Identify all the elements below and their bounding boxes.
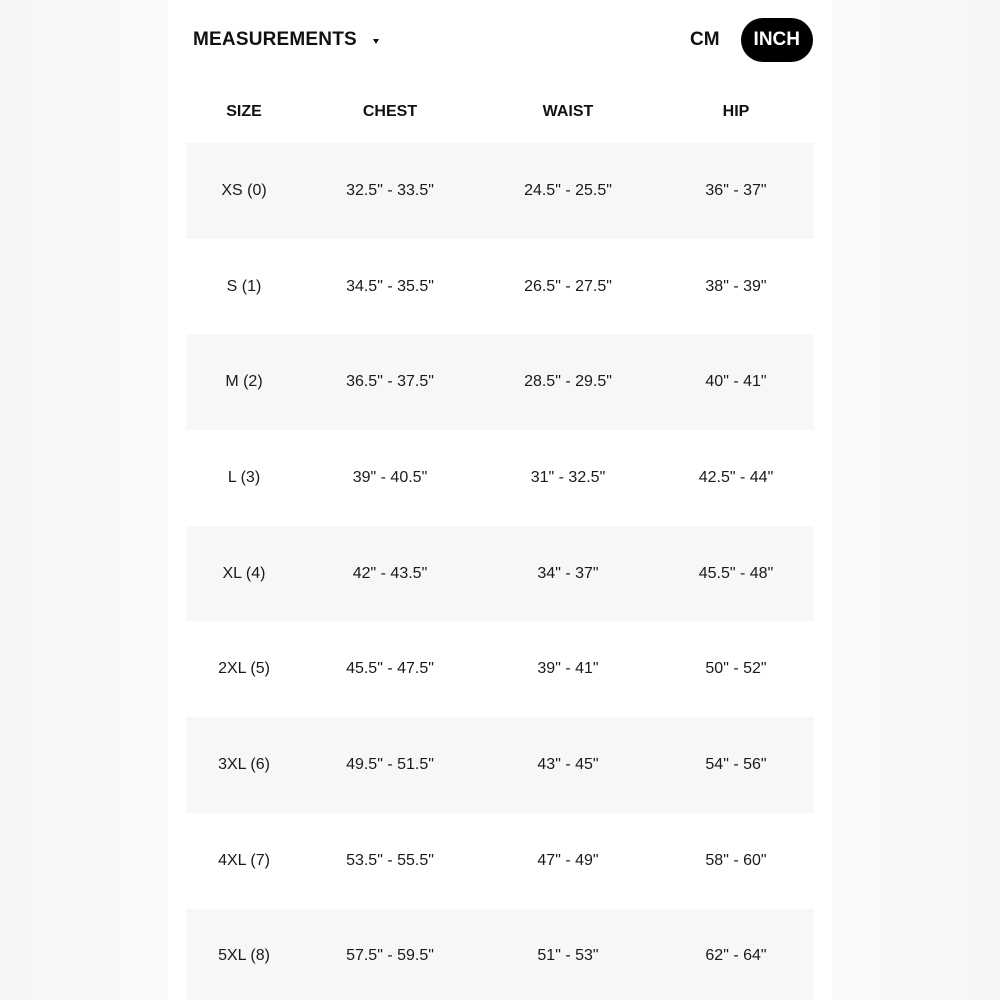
table-row [186, 334, 814, 430]
cell-waist: 34" - 37" [537, 564, 599, 582]
cell-hip: 38" - 39" [705, 277, 767, 295]
cell-chest: 34.5" - 35.5" [346, 277, 434, 295]
table-row [186, 430, 814, 526]
cell-size: XL (4) [222, 564, 266, 582]
cell-hip: 54" - 56" [705, 755, 767, 773]
table-row [186, 621, 814, 717]
cell-hip: 58" - 60" [705, 851, 767, 869]
cell-size: XS (0) [221, 181, 267, 199]
caret-down-icon [373, 39, 379, 44]
cell-chest: 53.5" - 55.5" [346, 851, 434, 869]
cell-size: S (1) [226, 277, 262, 295]
table-row [186, 813, 814, 909]
cell-size: 5XL (8) [218, 947, 270, 965]
cell-waist: 51" - 53" [537, 947, 599, 965]
cell-size: 4XL (7) [218, 851, 270, 869]
size-guide-panel [168, 0, 832, 1000]
column-header-waist: WAIST [542, 103, 594, 120]
table-header-row [186, 81, 814, 143]
cell-size: 2XL (5) [218, 660, 270, 678]
cell-size: 3XL (6) [218, 755, 270, 773]
measurements-dropdown[interactable] [193, 26, 379, 54]
cell-waist: 31" - 32.5" [530, 468, 606, 486]
size-guide-header [168, 0, 832, 80]
cell-hip: 40" - 41" [705, 373, 767, 391]
cell-chest: 49.5" - 51.5" [346, 755, 434, 773]
measurements-label: MEASUREMENTS [193, 29, 357, 50]
cell-waist: 24.5" - 25.5" [524, 181, 612, 199]
cell-waist: 47" - 49" [537, 851, 599, 869]
cell-hip: 62" - 64" [705, 947, 767, 965]
cell-waist: 43" - 45" [537, 755, 599, 773]
cell-chest: 32.5" - 33.5" [346, 181, 434, 199]
cell-chest: 36.5" - 37.5" [346, 373, 434, 391]
table-row [186, 143, 814, 239]
table-row [186, 909, 814, 1000]
cell-hip: 36" - 37" [705, 181, 767, 199]
cell-hip: 45.5" - 48" [698, 564, 774, 582]
unit-toggle [677, 18, 813, 62]
unit-cm-button[interactable]: CM [689, 29, 720, 50]
cell-waist: 39" - 41" [537, 660, 599, 678]
cell-chest: 57.5" - 59.5" [346, 947, 434, 965]
cell-size: M (2) [225, 373, 263, 391]
column-header-chest: CHEST [362, 103, 418, 120]
cell-waist: 28.5" - 29.5" [524, 373, 612, 391]
table-row [186, 239, 814, 335]
column-header-hip: HIP [722, 103, 750, 120]
unit-inch-button[interactable]: INCH [741, 18, 813, 62]
table-row [186, 526, 814, 622]
page-backdrop-left [0, 0, 168, 1000]
cell-waist: 26.5" - 27.5" [524, 277, 612, 295]
size-chart-table [186, 81, 814, 1000]
column-header-size: SIZE [226, 103, 262, 120]
cell-chest: 39" - 40.5" [352, 468, 428, 486]
cell-size: L (3) [227, 468, 261, 486]
page-backdrop-right [832, 0, 1000, 1000]
table-row [186, 717, 814, 813]
cell-hip: 42.5" - 44" [698, 468, 774, 486]
cell-chest: 42" - 43.5" [352, 564, 428, 582]
cell-chest: 45.5" - 47.5" [346, 660, 434, 678]
cell-hip: 50" - 52" [705, 660, 767, 678]
